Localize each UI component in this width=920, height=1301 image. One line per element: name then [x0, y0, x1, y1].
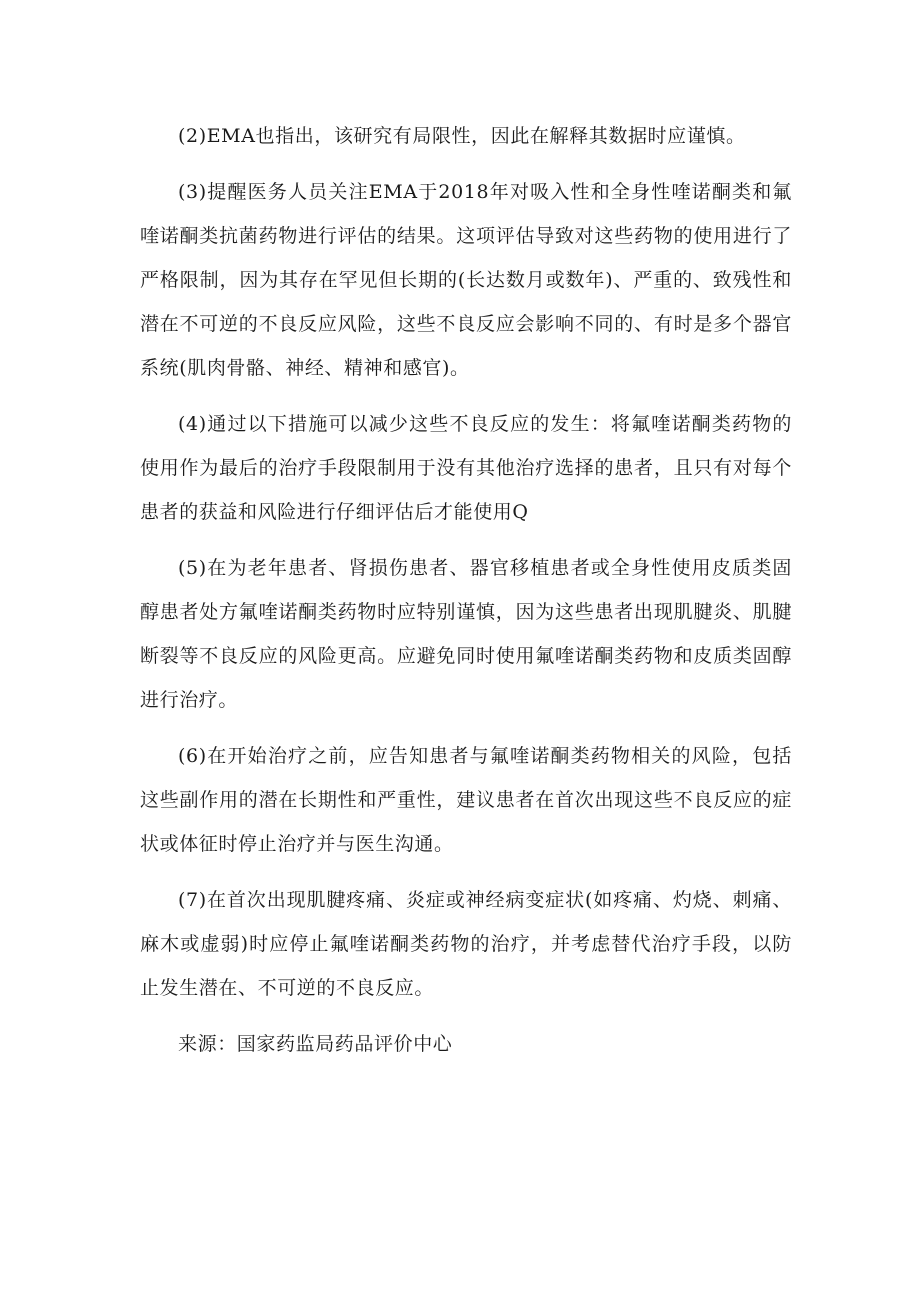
paragraph-3: (3)提醒医务人员关注EMA于2018年对吸入性和全身性喹诺酮类和氟喹诺酮类抗菌药物进行评估的结果。这项评估导致对这些药物的使用进行了严格限制，因为其存在罕见但长期的(长达数月或数年)、严重的、致残性和潜在不可逆的不良反应风险，这些不良反应会影响不同的、有时是多个器官系统(肌肉骨骼、神经、精神和感官)。	[140, 181, 792, 379]
paragraph-5: (5)在为老年患者、肾损伤患者、器官移植患者或全身性使用皮质类固醇患者处方氟喹诺酮类药物时应特别谨慎，因为这些患者出现肌腱炎、肌腱断裂等不良反应的风险更高。应避免同时使用氟喹诺酮类药物和皮质类固醇进行治疗。	[140, 557, 792, 711]
paragraph-2: (2)EMA也指出，该研究有局限性，因此在解释其数据时应谨慎。	[178, 125, 746, 147]
paragraph-7: (7)在首次出现肌腱疼痛、炎症或神经病变症状(如疼痛、灼烧、刺痛、麻木或虚弱)时应停止氟喹诺酮类药物的治疗，并考虑替代治疗手段，以防止发生潜在、不可逆的不良反应。	[140, 889, 792, 999]
document-body	[140, 114, 792, 1078]
source-line: 来源：国家药监局药品评价中心	[178, 1033, 453, 1055]
paragraph-6: (6)在开始治疗之前，应告知患者与氟喹诺酮类药物相关的风险，包括这些副作用的潜在长期性和严重性，建议患者在首次出现这些不良反应的症状或体征时停止治疗并与医生沟通。	[140, 745, 792, 855]
paragraph-4: (4)通过以下措施可以减少这些不良反应的发生：将氟喹诺酮类药物的使用作为最后的治疗手段限制用于没有其他治疗选择的患者，且只有对每个患者的获益和风险进行仔细评估后才能使用Q	[140, 413, 792, 523]
